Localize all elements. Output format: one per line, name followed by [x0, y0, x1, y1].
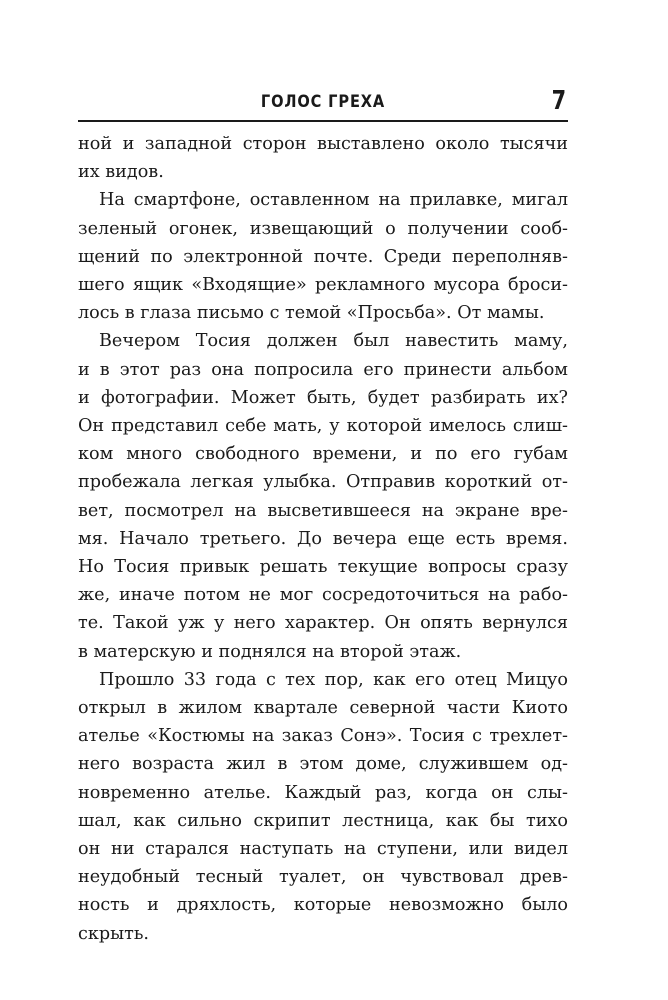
text-line: него возраста жил в этом доме, служившем од- [78, 754, 568, 775]
book-page [78, 86, 568, 948]
text-line: он ни старался наступать на ступени, или видел [78, 839, 568, 860]
text-line: Но Тосия привык решать текущие вопросы сразу [78, 557, 568, 578]
text-line: неудобный тесный туалет, он чувствовал древ- [78, 867, 568, 888]
text-line: новременно ателье. Каждый раз, когда он слы- [78, 782, 568, 803]
paragraph [78, 327, 568, 665]
text-line: ной и западной сторон выставлено около тысячи [78, 134, 568, 154]
text-line: их видов. [78, 162, 164, 183]
text-line: ателье «Костюмы на заказ Сонэ». Тосия с трехлет- [78, 726, 568, 747]
text-line: На смартфоне, оставленном на прилавке, мигал [99, 190, 568, 211]
body-text [78, 130, 568, 948]
text-line: же, иначе потом не мог сосредоточиться на рабо- [78, 585, 568, 606]
text-line: шего ящик «Входящие» рекламного мусора броси- [78, 275, 568, 296]
text-line: мя. Начало третьего. До вечера еще есть время. [78, 528, 568, 549]
running-head-title: ГОЛОС ГРЕХА [260, 92, 386, 112]
text-line: ком много свободного времени, и по его губам [78, 444, 568, 465]
text-line: Прошло 33 года с тех пор, как его отец Мицуо [99, 669, 568, 690]
text-line: Вечером Тосия должен был навестить маму, [99, 331, 568, 352]
text-line: те. Такой уж у него характер. Он опять вернулся [78, 613, 568, 634]
text-line: щений по электронной почте. Среди переполняв- [78, 246, 568, 267]
paragraph [78, 130, 568, 186]
text-line: и в этот раз она попросила его принести альбом [78, 359, 568, 380]
text-line: вет, посмотрел на высветившееся на экране вре- [78, 500, 568, 521]
text-line: скрыть. [78, 923, 150, 944]
text-line: зеленый огонек, извещающий о получении сооб- [78, 218, 568, 239]
text-line: пробежала легкая улыбка. Отправив короткий от- [78, 472, 568, 493]
paragraph [78, 666, 568, 948]
text-line: лось в глаза письмо с темой «Просьба». От мамы. [78, 303, 545, 324]
page-number: 7 [551, 86, 566, 116]
text-line: ность и дряхлость, которые невозможно было [78, 895, 568, 916]
text-line: шал, как сильно скрипит лестница, как бы тихо [78, 810, 568, 831]
text-line: Он представил себе мать, у которой имелось слиш- [78, 416, 568, 437]
running-head [78, 86, 568, 122]
text-line: открыл в жилом квартале северной части Киото [78, 698, 568, 719]
text-line: и фотографии. Может быть, будет разбирать их? [78, 387, 568, 408]
text-line: в матерскую и поднялся на второй этаж. [78, 641, 462, 662]
paragraph [78, 186, 568, 327]
